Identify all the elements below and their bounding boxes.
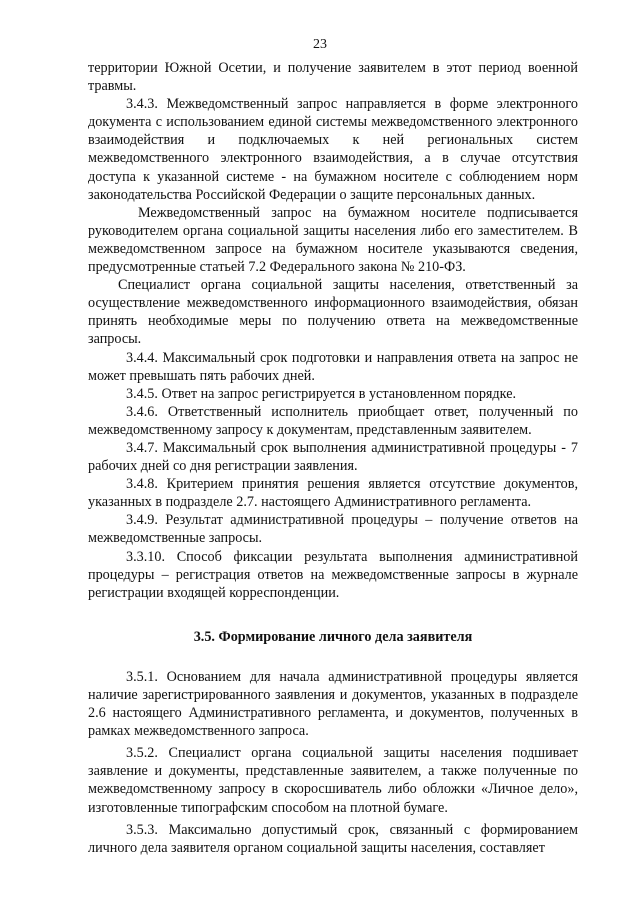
paragraph-3-4-9: 3.4.9. Результат административной процедуры – получение ответов на межведомственные запросы. bbox=[88, 512, 578, 547]
paragraph-3-4-7: 3.4.7. Максимальный срок выполнения административной процедуры - 7 рабочих дней со дня регистрации заявления. bbox=[88, 439, 578, 475]
document-body bbox=[88, 59, 578, 857]
paragraph-3-5-1: 3.5.1. Основанием для начала административной процедуры является наличие зарегистрированного заявления и документов, указанных в подразделе 2.6 настоящего Административного регламента, и документов, полученных в рамках межведомственного запроса. bbox=[88, 668, 578, 740]
paragraph-specialist: Специалист органа социальной защиты населения, ответственный за осуществление межведомственного информационного взаимодействия, обязан принять необходимые меры по получению ответа на межведомственные запросы. bbox=[88, 277, 578, 348]
paragraph-paper-request: Межведомственный запрос на бумажном носителе подписывается руководителем органа социальной защиты населения либо его заместителем. В межведомственном запросе на бумажном носителе указываются сведения, предусмотренные статьей 7.2 Федерального закона № 210-ФЗ. bbox=[88, 204, 578, 276]
paragraph-3-4-3: 3.4.3. Межведомственный запрос направляется в форме электронного документа с использованием единой системы межведомственного электронного взаимодействия и подключаемых к ней региональных систем межведомственного электронного взаимодействия, а в случае отсутствия доступа к указанной системе - на бумажном носителе с соблюдением норм законодательства Российской Федерации о защите персональных данных. bbox=[88, 96, 578, 203]
paragraph-3-4-5: 3.4.5. Ответ на запрос регистрируется в установленном порядке. bbox=[126, 385, 517, 402]
section-heading: 3.5. Формирование личного дела заявителя bbox=[193, 628, 473, 645]
page-number: 23 bbox=[313, 37, 327, 52]
paragraph-3-5-3: 3.5.3. Максимально допустимый срок, связанный с формированием личного дела заявителя органом социальной защиты населения, составляет bbox=[88, 821, 578, 856]
paragraph-3-3-10: 3.3.10. Способ фиксации результата выполнения административной процедуры – регистрация ответов на межведомственные запросы в журнале регистрации входящей корреспонденции. bbox=[88, 548, 578, 601]
paragraph-3-4-6: 3.4.6. Ответственный исполнитель приобщает ответ, полученный по межведомственному запросу к документам, представленным заявителем. bbox=[88, 403, 578, 438]
paragraph-3-5-2: 3.5.2. Специалист органа социальной защиты населения подшивает заявление и документы, представленные заявителем, а также полученные по межведомственному запросу в скоросшиватель либо обложки «Личное дело», изготовленные типографским способом на плотной бумаге. bbox=[88, 745, 578, 816]
paragraph-3-4-8: 3.4.8. Критерием принятия решения является отсутствие документов, указанных в подразделе 2.7. настоящего Административного регламента. bbox=[88, 476, 578, 511]
paragraph-3-4-4: 3.4.4. Максимальный срок подготовки и направления ответа на запрос не может превышать пять рабочих дней. bbox=[88, 349, 578, 384]
paragraph-continuation: территории Южной Осетии, и получение заявителем в этот период военной травмы. bbox=[88, 60, 578, 95]
